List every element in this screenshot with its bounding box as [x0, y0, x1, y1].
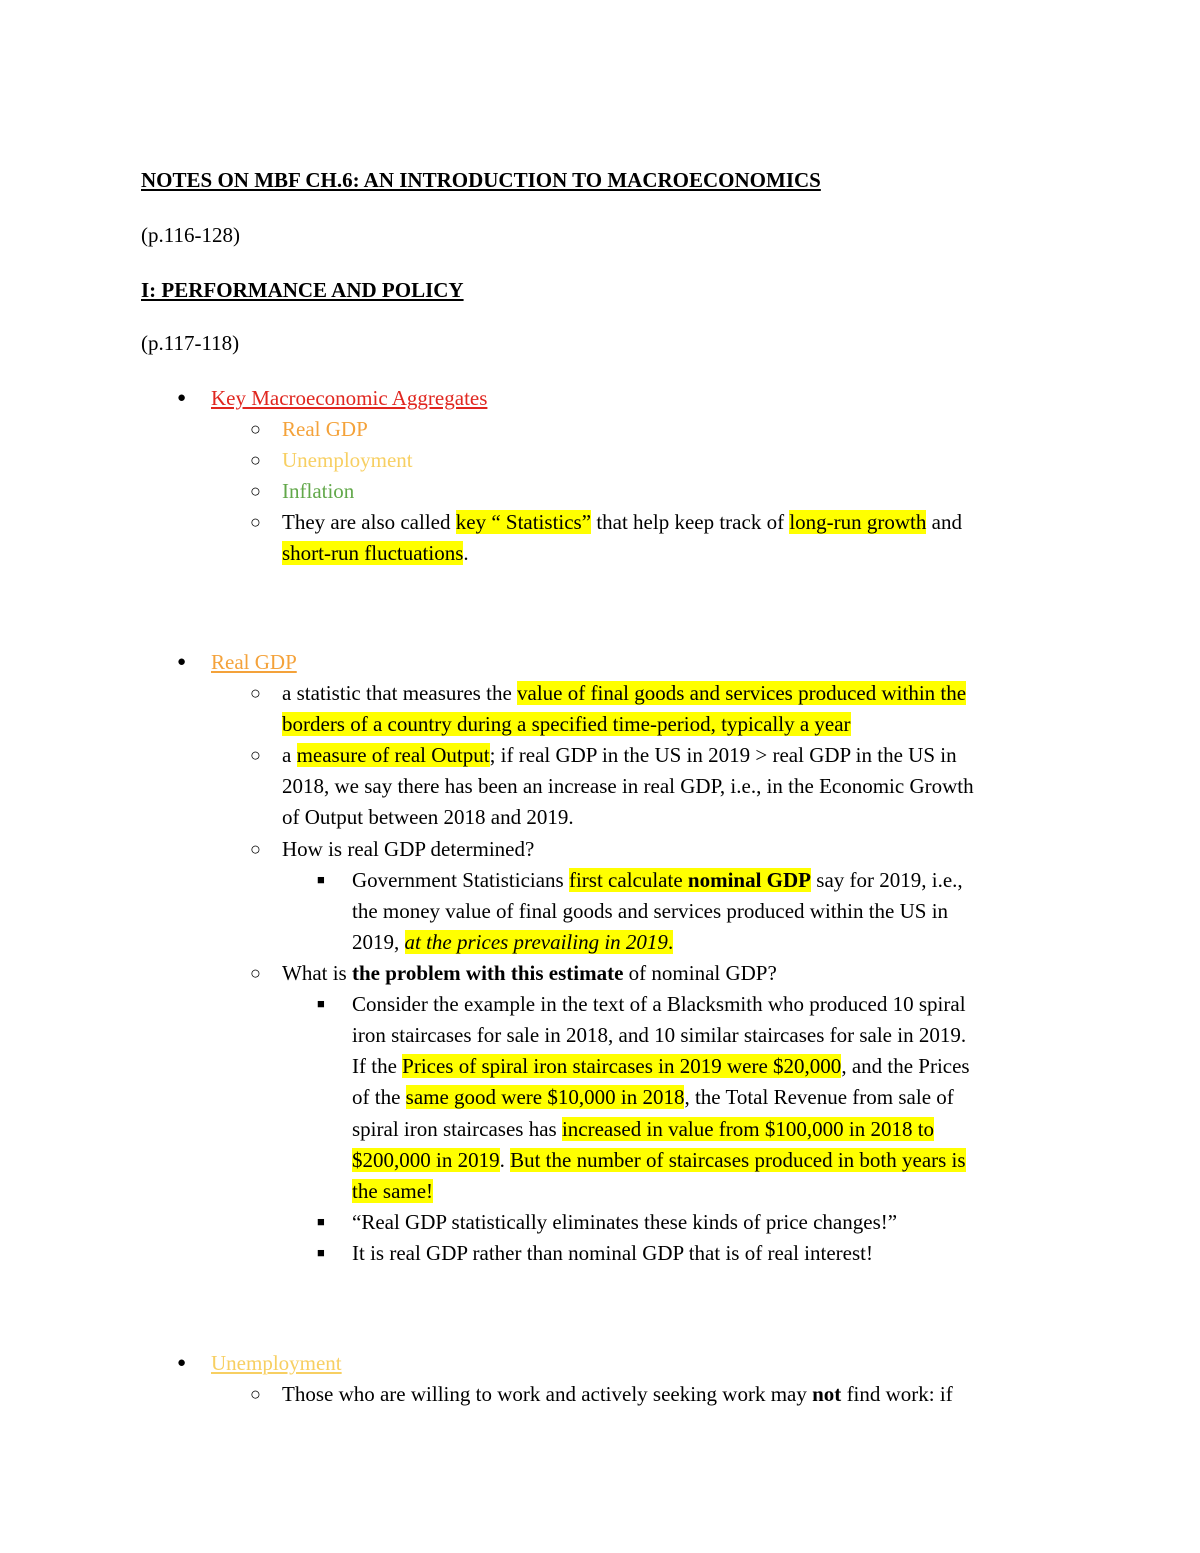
government-line-2: the money value of final goods and services produced within the US in — [352, 899, 949, 923]
bullet-square: ■ — [317, 1245, 325, 1260]
bullet-filled: ● — [177, 1355, 187, 1371]
bullet-square: ■ — [317, 996, 325, 1011]
problem-question: What is the problem with this estimate of nominal GDP? — [282, 961, 777, 985]
section-heading: I: PERFORMANCE AND POLICY — [141, 278, 464, 302]
example-line-1: Consider the example in the text of a Blacksmith who produced 10 spiral — [352, 992, 966, 1016]
real-gdp-heading: Real GDP — [211, 650, 297, 674]
aggregate-item-unemployment: Unemployment — [282, 448, 413, 472]
document-title: NOTES ON MBF CH.6: AN INTRODUCTION TO MACROECONOMICS — [141, 168, 821, 192]
example-line-6: $200,000 in 2019. But the number of staircases produced in both years is — [352, 1148, 966, 1172]
statistics-line-cont: short-run fluctuations. — [282, 541, 469, 565]
bullet-hollow: ○ — [250, 1384, 261, 1404]
unemployment-line: Those who are willing to work and actively seeking work may not find work: if — [282, 1382, 953, 1406]
title-page-range: (p.116-128) — [141, 223, 240, 247]
bullet-hollow: ○ — [250, 683, 261, 703]
measure-line-2: 2018, we say there has been an increase in real GDP, i.e., in the Economic Growth — [282, 774, 974, 798]
quote-line: “Real GDP statistically eliminates these kinds of price changes!” — [352, 1210, 898, 1234]
example-line-7: the same! — [352, 1179, 434, 1203]
bullet-filled: ● — [177, 390, 187, 406]
definition-line: a statistic that measures the value of final goods and services produced within the — [282, 681, 967, 705]
bullet-hollow: ○ — [250, 419, 261, 439]
bullet-hollow: ○ — [250, 745, 261, 765]
example-line-4: of the same good were $10,000 in 2018, the Total Revenue from sale of — [352, 1085, 954, 1109]
interest-line: It is real GDP rather than nominal GDP that is of real interest! — [352, 1241, 873, 1265]
example-line-2: iron staircases for sale in 2018, and 10 similar staircases for sale in 2019. — [352, 1023, 967, 1047]
example-line-3: If the Prices of spiral iron staircases in 2019 were $20,000, and the Prices — [352, 1054, 970, 1078]
bullet-filled: ● — [177, 654, 187, 670]
how-question: How is real GDP determined? — [282, 837, 535, 861]
aggregates-heading: Key Macroeconomic Aggregates — [211, 386, 488, 410]
section-page-range: (p.117-118) — [141, 331, 240, 355]
aggregate-item-inflation: Inflation — [282, 479, 355, 503]
aggregate-item-real-gdp: Real GDP — [282, 417, 368, 441]
example-line-5: spiral iron staircases has increased in value from $100,000 in 2018 to — [352, 1117, 935, 1141]
definition-line-cont: borders of a country during a specified time-period, typically a year — [282, 712, 851, 736]
bullet-square: ■ — [317, 1214, 325, 1229]
unemployment-heading: Unemployment — [211, 1351, 342, 1375]
statistics-line: They are also called key “ Statistics” that help keep track of long-run growth and — [282, 510, 962, 534]
bullet-hollow: ○ — [250, 450, 261, 470]
bullet-square: ■ — [317, 872, 325, 887]
bullet-hollow: ○ — [250, 839, 261, 859]
bullet-hollow: ○ — [250, 481, 261, 501]
measure-line-3: of Output between 2018 and 2019. — [282, 805, 574, 829]
government-line-3: 2019, at the prices prevailing in 2019. — [352, 930, 674, 954]
bullet-hollow: ○ — [250, 512, 261, 532]
government-line: Government Statisticians first calculate nominal GDP say for 2019, i.e., — [352, 868, 963, 892]
bullet-hollow: ○ — [250, 963, 261, 983]
measure-line: a measure of real Output; if real GDP in the US in 2019 > real GDP in the US in — [282, 743, 957, 767]
